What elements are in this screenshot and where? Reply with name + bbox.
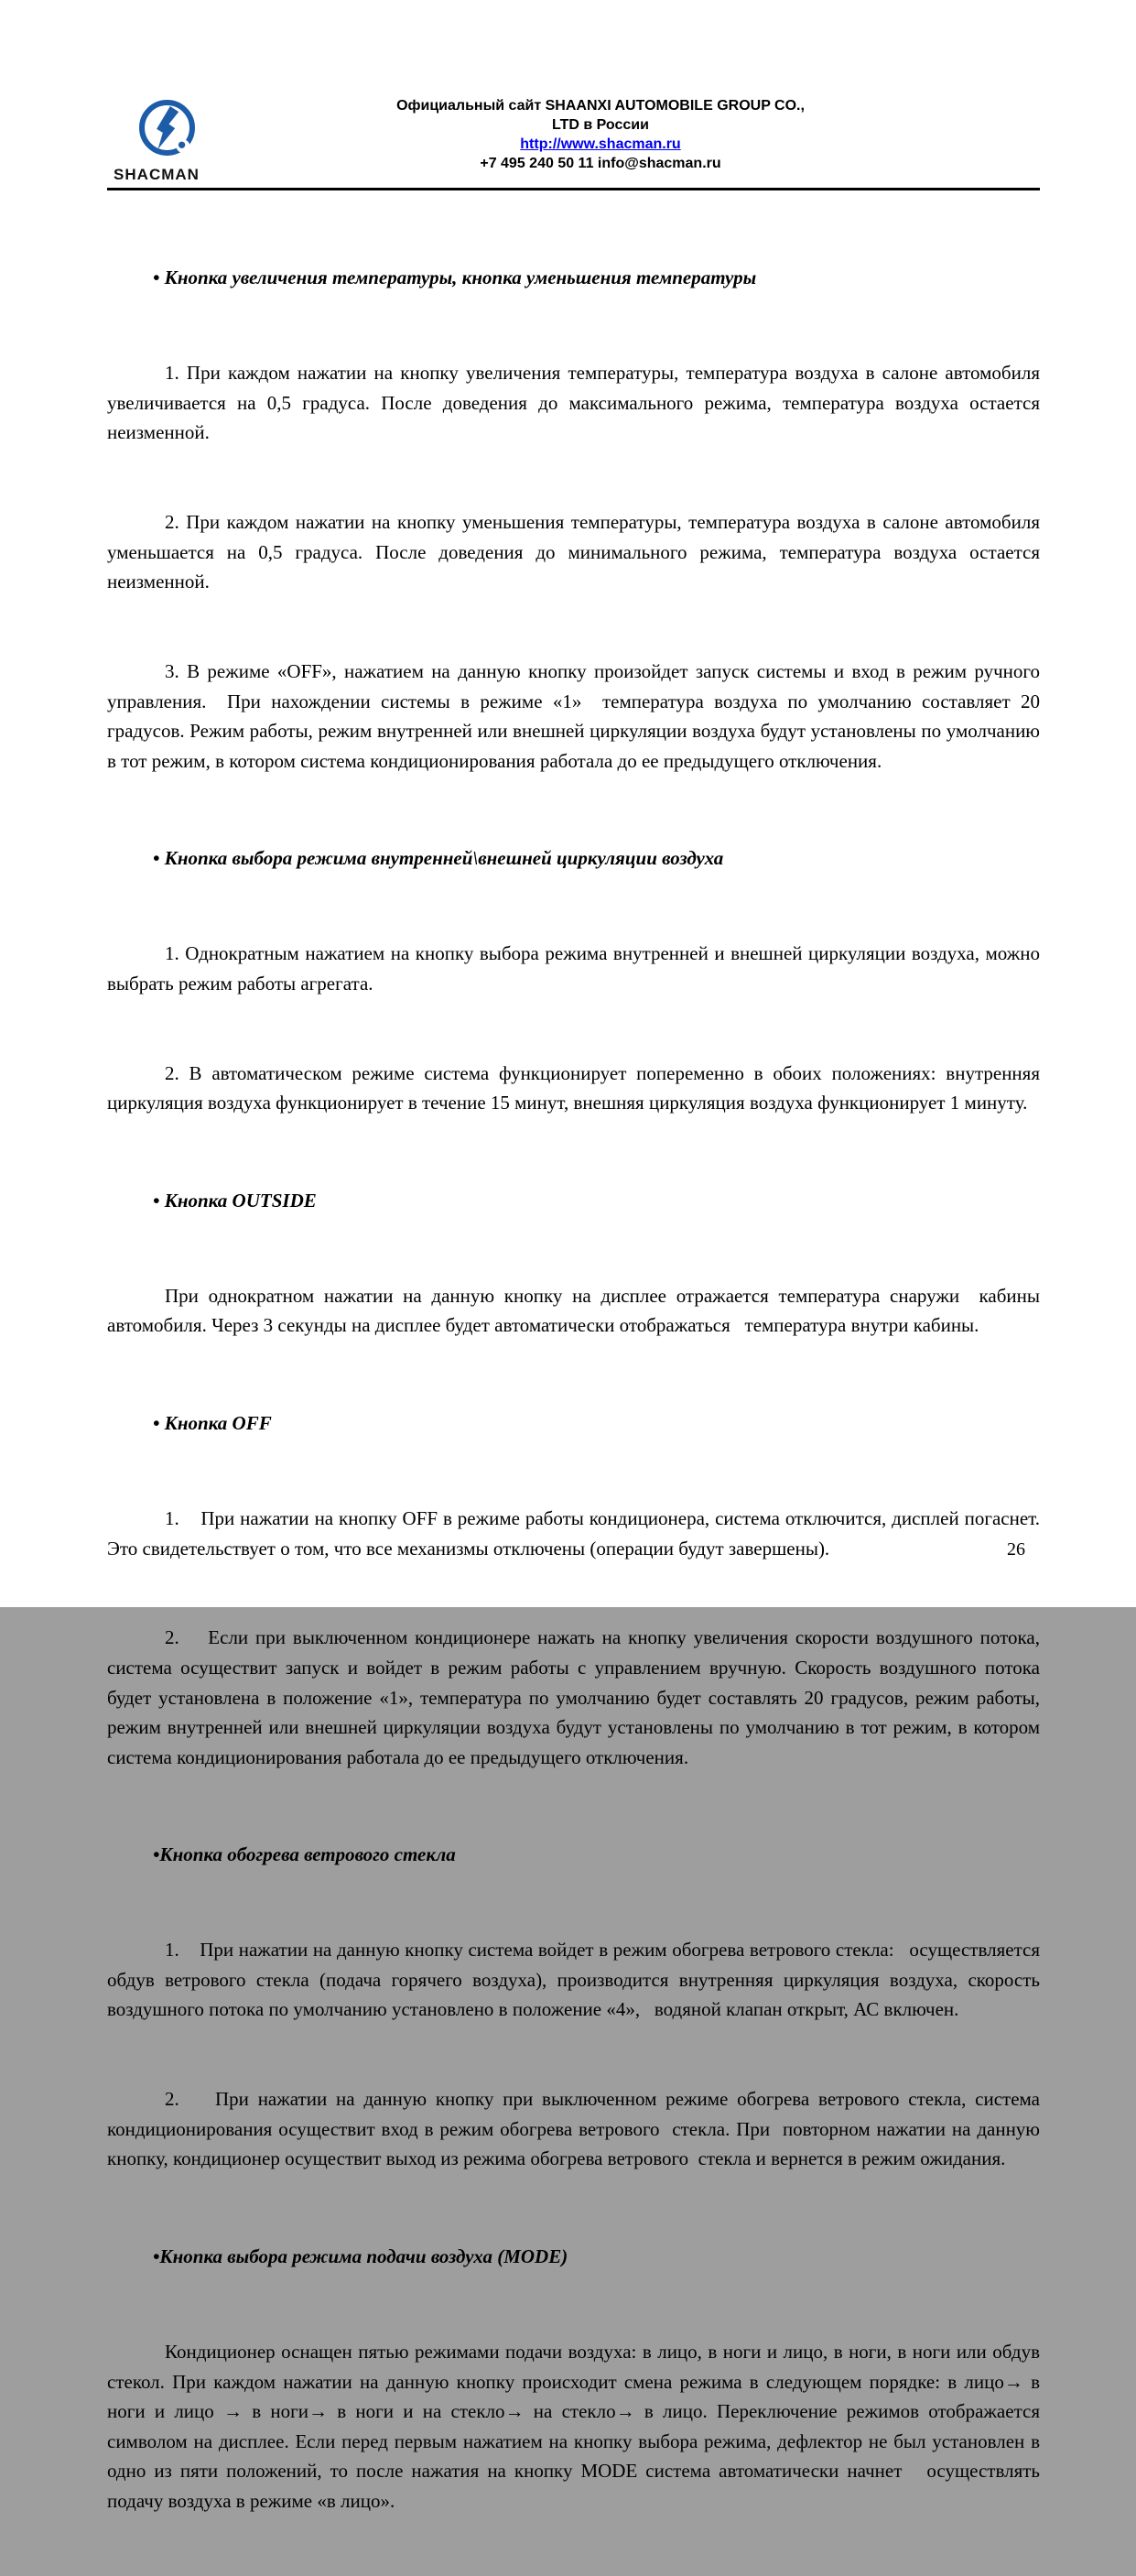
heading-mode-button: •Кнопка выбора режима подачи воздуха (MODE) (153, 2245, 568, 2268)
paragraph: 2. Если при выключенном кондиционере нажать на кнопку увеличения скорости воздушного потока, система осуществит запуск и войдет в режим работы с управлением вручную. Скорость воздушного потока будет установлена в положение «1», температура по умолчанию будет составлять 20 градусов, режим работы, режим внутренней или внешней циркуляции воздуха будут установлены по умолчанию в тот режим, в котором система кондиционирования работала до ее предыдущего отключения. (107, 1626, 1045, 1768)
paragraph: 1. При нажатии на кнопку OFF в режиме работы кондиционера, система отключится, дисплей погаснет. Это свидетельствует о том, что все механизмы отключены (операции будут завершены). (107, 1506, 1045, 1560)
header-divider (107, 188, 1040, 190)
heading-outside-button: • Кнопка OUTSIDE (153, 1190, 317, 1212)
website-link[interactable]: http://www.shacman.ru (520, 136, 681, 152)
paragraph: 1. При каждом нажатии на кнопку увеличения температуры, температура воздуха в салоне автомобиля увеличивается на 0,5 градуса. После доведения до максимального режима, температура воздуха остается неизменной. (107, 361, 1045, 444)
paragraph: 3. В режиме «OFF», нажатием на данную кнопку произойдет запуск системы и вход в режим ручного управления. При нахождении системы в режиме «1» температура воздуха по умолчанию составляет 20 градусов. Режим работы, режим внутренней или внешней циркуляции воздуха будут установлены по умолчанию в тот режим, в котором система кондиционирования работала до ее предыдущего отключения. (107, 659, 1045, 772)
site-title-line2: LTD в России (552, 117, 649, 133)
paragraph: Кондиционер оснащен пятью режимами подачи воздуха: в лицо, в ноги и лицо, в ноги, в ноги или обдув стекол. При каждом нажатии на данную кнопку происходит смена режима в следующем порядке: в лицо→ в ноги и лицо → в ноги→ в ноги и на стекло→ на стекло→ в лицо. Переключение режимов отображается символом на дисплее. Если перед первым нажатием на кнопку выбора режима, дефлектор не был установлен в одно из пяти положений, то после нажатия на кнопку MODE система автоматически начнет осуществлять подачу воздуха в режиме «в лицо». (107, 2340, 1045, 2512)
heading-circulation-mode-button: • Кнопка выбора режима внутренней\внешней циркуляции воздуха (153, 847, 724, 870)
site-title-line1: Официальный сайт SHAANXI AUTOMOBILE GROUP CO., (396, 98, 805, 114)
paragraph: 2. При каждом нажатии на кнопку уменьшения температуры, температура воздуха в салоне автомобиля уменьшается на 0,5 градуса. После доведения до минимального режима, температура воздуха остается неизменной. (107, 510, 1045, 593)
page-number: 26 (1007, 1539, 1025, 1560)
paragraph: 2. При нажатии на данную кнопку при выключенном режиме обогрева ветрового стекла, система кондиционирования осуществит вход в режим обогрева ветрового стекла. При повторном нажатии на данную кнопку, кондиционер осуществит выход из режима обогрева ветрового стекла и вернется в режим ожидания. (107, 2088, 1045, 2170)
paragraph: 1. При нажатии на данную кнопку система войдет в режим обогрева ветрового стекла: осуществляется обдув ветрового стекла (подача горячего воздуха), производится внутренняя циркуляция воздуха, скорость воздушного потока по умолчанию установлено в положение «4», водяной клапан открыт, АС включен. (107, 1939, 1045, 2021)
heading-temperature-buttons: • Кнопка увеличения температуры, кнопка уменьшения температуры (153, 266, 757, 289)
heading-off-button: • Кнопка OFF (153, 1412, 272, 1435)
paragraph: 2. В автоматическом режиме система функционирует попеременно в обоих положениях: внутренняя циркуляция воздуха функционирует в течение 15 минут, внешняя циркуляция воздуха функционирует 1 минуту. (107, 1061, 1045, 1114)
phone-email-line: +7 495 240 50 11 info@shacman.ru (480, 156, 721, 171)
shacman-logo-icon (136, 97, 198, 158)
brand-name: SHACMAN (114, 166, 200, 183)
page-header (308, 96, 893, 173)
heading-windshield-heating-button: •Кнопка обогрева ветрового стекла (153, 1843, 456, 1866)
paragraph: При однократном нажатии на данную кнопку на дисплее отражается температура снаружи кабины автомобиля. Через 3 секунды на дисплее будет автоматически отображаться температура внутри кабины. (107, 1284, 1045, 1337)
paragraph: 1. Однократным нажатием на кнопку выбора режима внутренней и внешней циркуляции воздуха, можно выбрать режим работы агрегата. (107, 942, 1045, 995)
document-body (107, 195, 1045, 2576)
